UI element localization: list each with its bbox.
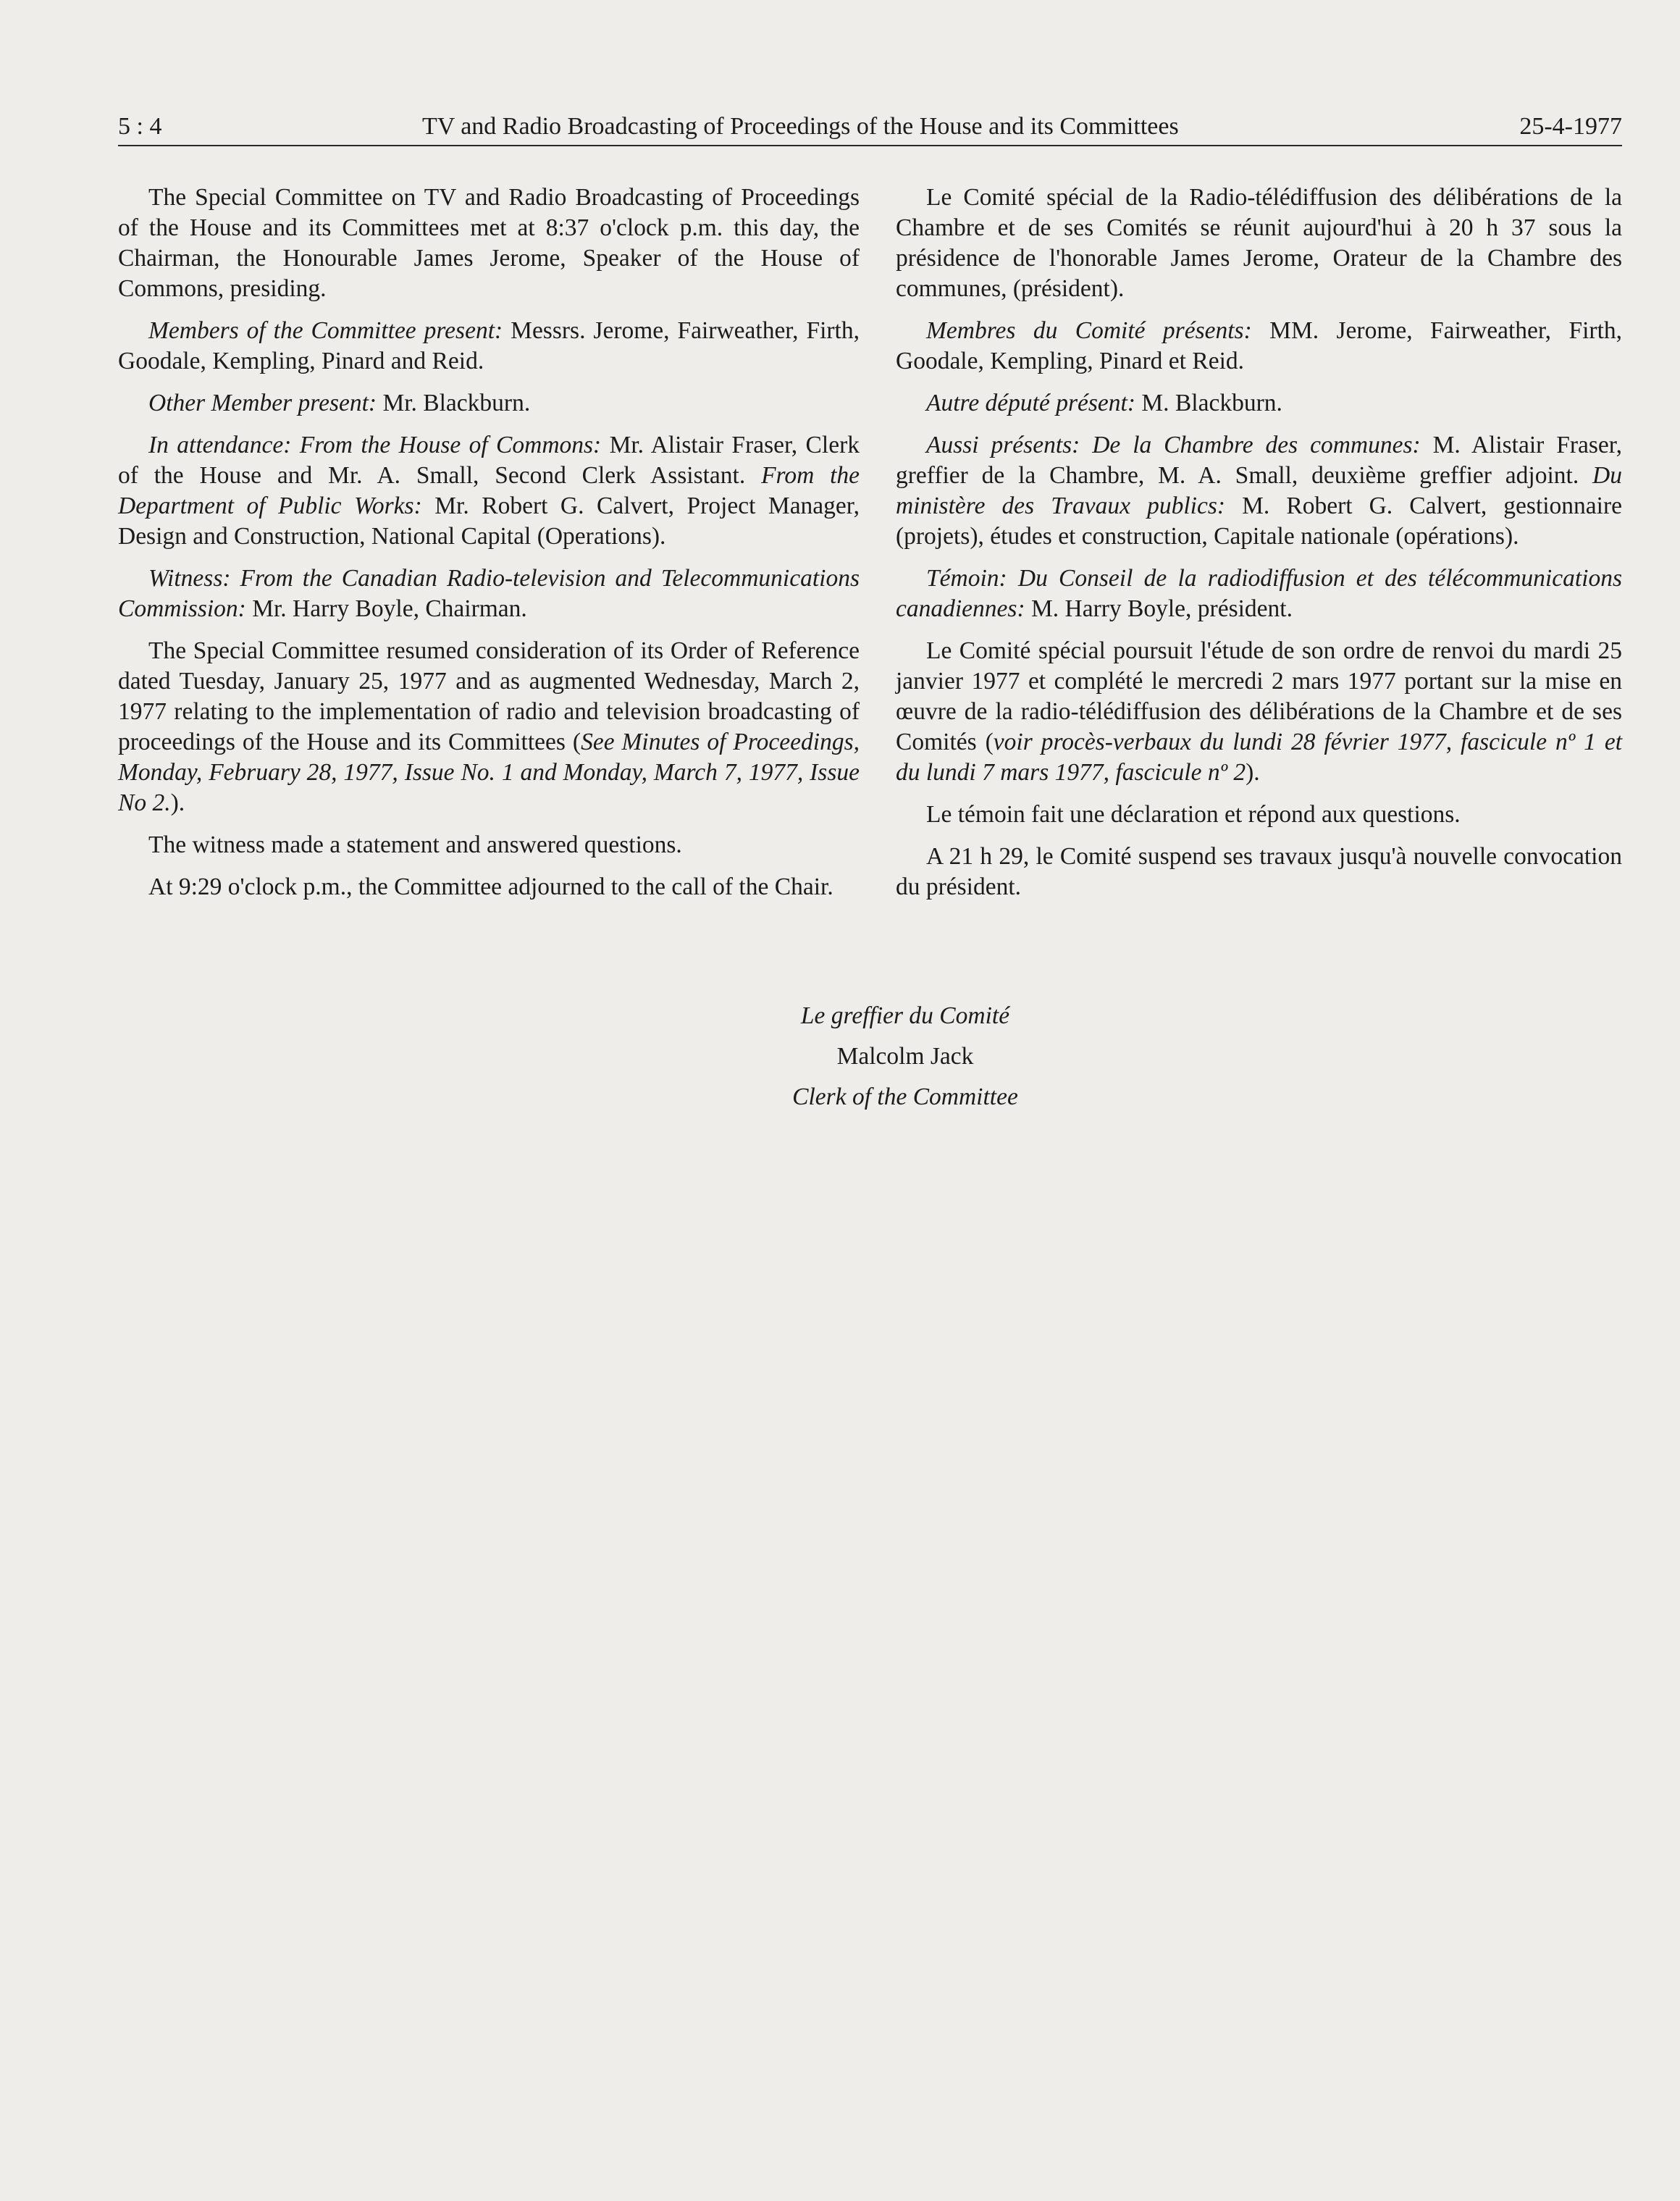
fr-adjourned-paragraph: A 21 h 29, le Comité suspend ses travaux jusqu'à nouvelle convocation du président.	[896, 843, 1622, 900]
en-resumed-text-2: ).	[170, 789, 185, 816]
fr-witness-label: Témoin: Du Conseil de la radiodiffusion et des télécommunications canadiennes:	[896, 565, 1622, 622]
fr-statement-paragraph: Le témoin fait une déclaration et répond aux questions.	[926, 801, 1461, 828]
en-members-text: Messrs. Jerome, Fairweather, Firth, Goodale, Kempling, Pinard and Reid.	[118, 317, 860, 374]
en-witness-text: Mr. Harry Boyle, Chairman.	[245, 595, 527, 622]
fr-attendance-text-2: M. Robert G. Calvert, gestionnaire (projets), études et construction, Capitale nationale (opérations).	[896, 492, 1623, 550]
fr-other-label: Autre député présent:	[926, 390, 1136, 416]
fr-resumed-paragraph	[896, 636, 1622, 788]
en-attendance-label-2: From the Department of Public Works:	[118, 462, 860, 519]
en-attendance-paragraph	[118, 430, 860, 552]
clerk-signature-block	[753, 996, 1057, 1118]
fr-resumed-text-1: Le Comité spécial poursuit l'étude de son ordre de renvoi du mardi 25 janvier 1977 et complété le mercredi 2 mars 1977 portant sur la mise en œuvre de la radio-télédiffusion des délibérations de la Chambre et de ses Comités (	[896, 637, 1622, 755]
en-witness-label: Witness: From the Canadian Radio-television and Telecommunications Commission:	[118, 565, 860, 622]
fr-other-member-paragraph	[896, 388, 1622, 419]
en-members-paragraph	[118, 316, 860, 377]
fr-attendance-text-1: M. Alistair Fraser, greffier de la Chambre, M. A. Small, deuxième greffier adjoint.	[896, 432, 1622, 489]
french-column	[896, 183, 1622, 914]
fr-resumed-reference: voir procès-verbaux du lundi 28 février 1977, fascicule nº 1 et du lundi 7 mars 1977, fascicule nº 2	[896, 729, 1623, 786]
en-opening-paragraph: The Special Committee on TV and Radio Broadcasting of Proceedings of the House and its Committees met at 8:37 o'clock p.m. this day, the Chairman, the Honourable James Jerome, Speaker of the House of Commons, presiding.	[118, 184, 860, 302]
fr-attendance-paragraph	[896, 430, 1622, 552]
page-header	[118, 105, 1622, 148]
fr-attendance-label: Aussi présents: De la Chambre des communes:	[926, 432, 1421, 458]
fr-resumed-text-2: ).	[1246, 759, 1260, 786]
fr-witness-text: M. Harry Boyle, président.	[1025, 595, 1293, 622]
fr-members-label: Membres du Comité présents:	[926, 317, 1252, 344]
en-other-text: Mr. Blackburn.	[377, 390, 531, 416]
clerk-name: Malcolm Jack	[836, 1043, 974, 1070]
en-other-member-paragraph	[118, 388, 860, 419]
clerk-title-english: Clerk of the Committee	[792, 1083, 1018, 1110]
running-title: TV and Radio Broadcasting of Proceedings of the House and its Committees	[422, 113, 1179, 140]
en-attendance-label: In attendance: From the House of Commons:	[148, 432, 602, 458]
en-statement-paragraph: The witness made a statement and answered questions.	[148, 831, 682, 858]
en-attendance-text-2: Mr. Robert G. Calvert, Project Manager, Design and Construction, National Capital (Operations).	[118, 492, 860, 550]
page-date: 25-4-1977	[1519, 113, 1622, 140]
en-resumed-paragraph	[118, 636, 860, 818]
english-column	[118, 183, 860, 914]
en-other-label: Other Member present:	[148, 390, 377, 416]
en-adjourned-paragraph: At 9:29 o'clock p.m., the Committee adjourned to the call of the Chair.	[148, 873, 833, 900]
en-members-label: Members of the Committee present:	[148, 317, 503, 344]
fr-members-text: MM. Jerome, Fairweather, Firth, Goodale, Kempling, Pinard et Reid.	[896, 317, 1622, 374]
fr-attendance-label-2: Du ministère des Travaux publics:	[896, 462, 1622, 519]
en-resumed-reference: See Minutes of Proceedings, Monday, February 28, 1977, Issue No. 1 and Monday, March 7, 1977, Issue No 2.	[118, 729, 860, 816]
clerk-title-french: Le greffier du Comité	[800, 1002, 1010, 1029]
en-resumed-text-1: The Special Committee resumed consideration of its Order of Reference dated Tuesday, January 25, 1977 and as augmented Wednesday, March 2, 1977 relating to the implementation of radio and television broadcasting of proceedings of the House and its Committees (	[118, 637, 860, 755]
fr-members-paragraph	[896, 316, 1622, 377]
en-witness-paragraph	[118, 563, 860, 624]
fr-witness-paragraph	[896, 563, 1622, 624]
page-number: 5 : 4	[118, 113, 162, 140]
fr-other-text: M. Blackburn.	[1135, 390, 1282, 416]
fr-opening-paragraph: Le Comité spécial de la Radio-télédiffusion des délibérations de la Chambre et de ses Comités se réunit aujourd'hui à 20 h 37 sous la présidence de l'honorable James Jerome, Orateur de la Chambre des communes, (président).	[896, 184, 1622, 302]
header-rule	[118, 145, 1622, 146]
en-attendance-text-1: Mr. Alistair Fraser, Clerk of the House and Mr. A. Small, Second Clerk Assistant.	[118, 432, 860, 489]
